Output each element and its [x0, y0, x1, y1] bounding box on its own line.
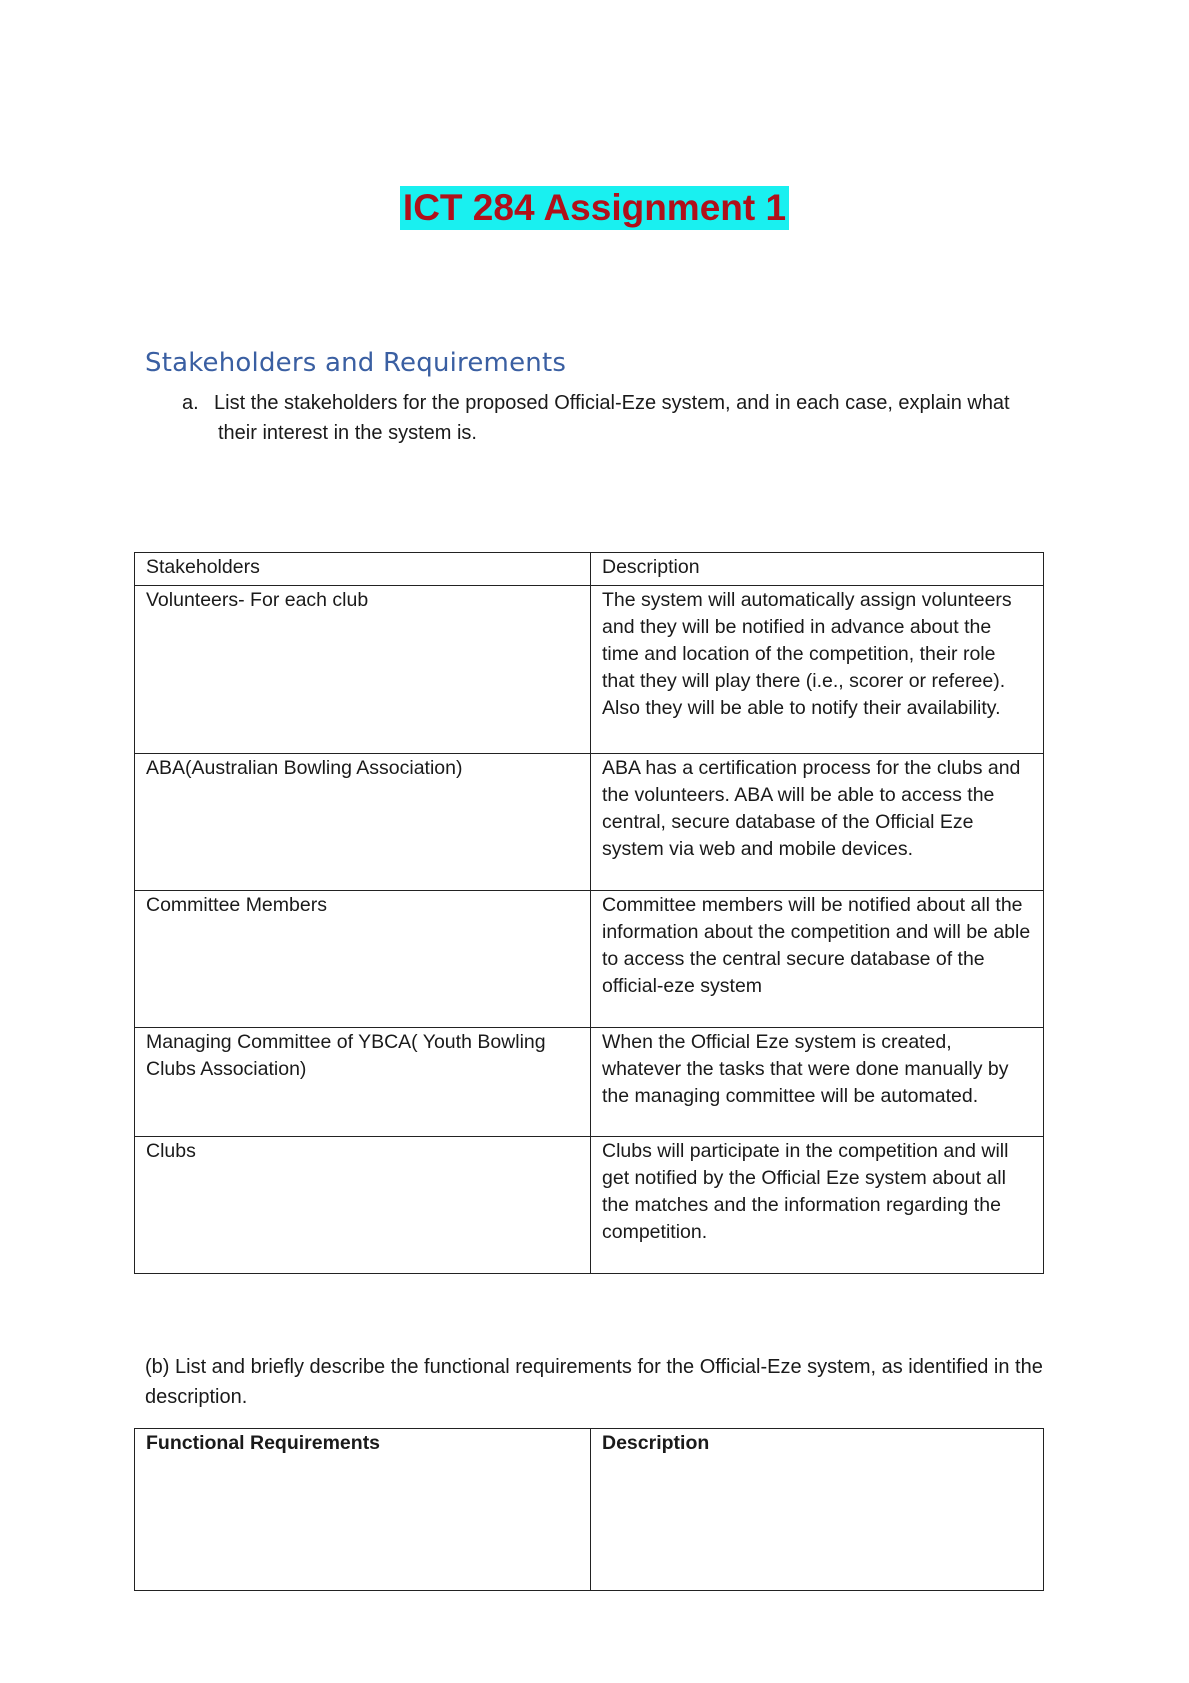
stakeholder-cell: Volunteers- For each club — [135, 586, 591, 754]
header-stakeholders: Stakeholders — [135, 553, 591, 586]
table-row — [135, 1137, 1044, 1274]
description-cell: When the Official Eze system is created, whatever the tasks that were done manually by the managing committee will be automated. — [591, 1028, 1044, 1137]
description-cell: Committee members will be notified about all the information about the competition and will be able to access the central secure database of the official-eze system — [591, 891, 1044, 1028]
stakeholder-cell: ABA(Australian Bowling Association) — [135, 754, 591, 891]
stakeholder-cell: Managing Committee of YBCA( Youth Bowling Clubs Association) — [135, 1028, 591, 1137]
table-row — [135, 754, 1044, 891]
table-header-row — [135, 1429, 1044, 1591]
question-a-line1 — [182, 388, 1042, 418]
functional-requirements-table — [134, 1428, 1044, 1591]
table-header-row — [135, 553, 1044, 586]
description-cell: The system will automatically assign volunteers and they will be notified in advance about the time and location of the competition, their role that they will play there (i.e., scorer or referee). Also they will be able to notify their availability. — [591, 586, 1044, 754]
header-description: Description — [591, 1429, 1044, 1591]
table-row — [135, 586, 1044, 754]
page-title-container — [0, 186, 1189, 230]
description-cell: ABA has a certification process for the clubs and the volunteers. ABA will be able to access the central, secure database of the Official Eze system via web and mobile devices. — [591, 754, 1044, 891]
question-a-marker: a. — [182, 392, 199, 414]
question-b: (b) List and briefly describe the functional requirements for the Official-Eze system, as identified in the description. — [145, 1356, 1043, 1408]
stakeholders-table — [134, 552, 1044, 1274]
header-description: Description — [591, 553, 1044, 586]
page-title: ICT 284 Assignment 1 — [400, 186, 789, 230]
section-heading: Stakeholders and Requirements — [145, 348, 567, 378]
stakeholder-cell: Clubs — [135, 1137, 591, 1274]
table-row — [135, 891, 1044, 1028]
question-a — [182, 388, 1042, 448]
table-row — [135, 1028, 1044, 1137]
stakeholder-cell: Committee Members — [135, 891, 591, 1028]
header-functional-requirements: Functional Requirements — [135, 1429, 591, 1591]
description-cell: Clubs will participate in the competition and will get notified by the Official Eze system about all the matches and the information regarding the competition. — [591, 1137, 1044, 1274]
question-a-text1: List the stakeholders for the proposed Official-Eze system, and in each case, explain what — [214, 392, 1010, 414]
question-a-line2: their interest in the system is. — [218, 422, 477, 444]
